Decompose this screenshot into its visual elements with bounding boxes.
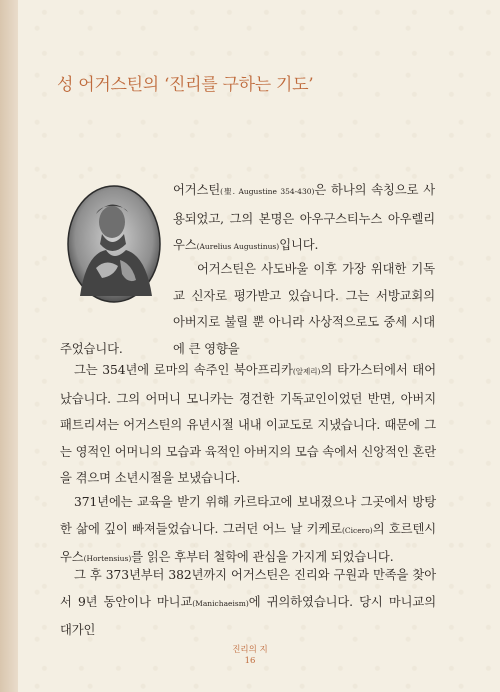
chapter-title: 성 어거스틴의 ‘진리를 구하는 기도’ — [57, 75, 314, 95]
paragraph-3: 그는 354년에 로마의 속주인 북아프리카(알제리)의 타가스터에서 태어났습니다. 그의 어머니 모니카는 경건한 기독교인이었던 반면, 아버지 패트리셔는 어거스틴의 유년시절 내내 이교도로 지냈습니다. 때문에 그는 영적인 어머니의 모습과 육적인 아버지의 모습 속에서 신앙적인 혼란을 겪으며 소년시절을 보냈습니다. — [60, 363, 436, 485]
augustine-portrait — [66, 184, 162, 304]
paragraph-4: 371년에는 교육을 받기 위해 카르타고에 보내졌으나 그곳에서 방탕한 삶에 깊이 빠져들었습니다. 그러던 어느 날 키케로(Cicero)의 호르텐시우스(Hortensius)를 읽은 후부터 철학에 관심을 가지게 되었습니다. — [60, 495, 436, 564]
paragraph-1: 어거스틴(聖. Augustine 354-430)은 하나의 속칭으로 사용되었고, 그의 본명은 아우구스티누스 아우렐리우스(Aurelius Augustinus)입니다. — [173, 183, 436, 252]
paragraph-2: 어거스틴은 사도바울 이후 가장 위대한 기독교 신자로 평가받고 있습니다. 그는 서방교회의 아버지로 불릴 뿐 아니라 사상적으로도 중세 시대에 큰 영향을 — [173, 262, 435, 356]
footer-book-title: 진리의 지 — [232, 645, 268, 655]
paragraph-2-continuation: 주었습니다. — [60, 342, 123, 356]
page-edge-strip — [0, 0, 18, 692]
paragraph-5: 그 후 373년부터 382년까지 어거스틴은 진리와 구원과 만족을 찾아서 9년 동안이나 마니교(Manichaeism)에 귀의하였습니다. 당시 마니교의 대가인 — [60, 568, 436, 637]
page-number: 16 — [244, 656, 256, 666]
